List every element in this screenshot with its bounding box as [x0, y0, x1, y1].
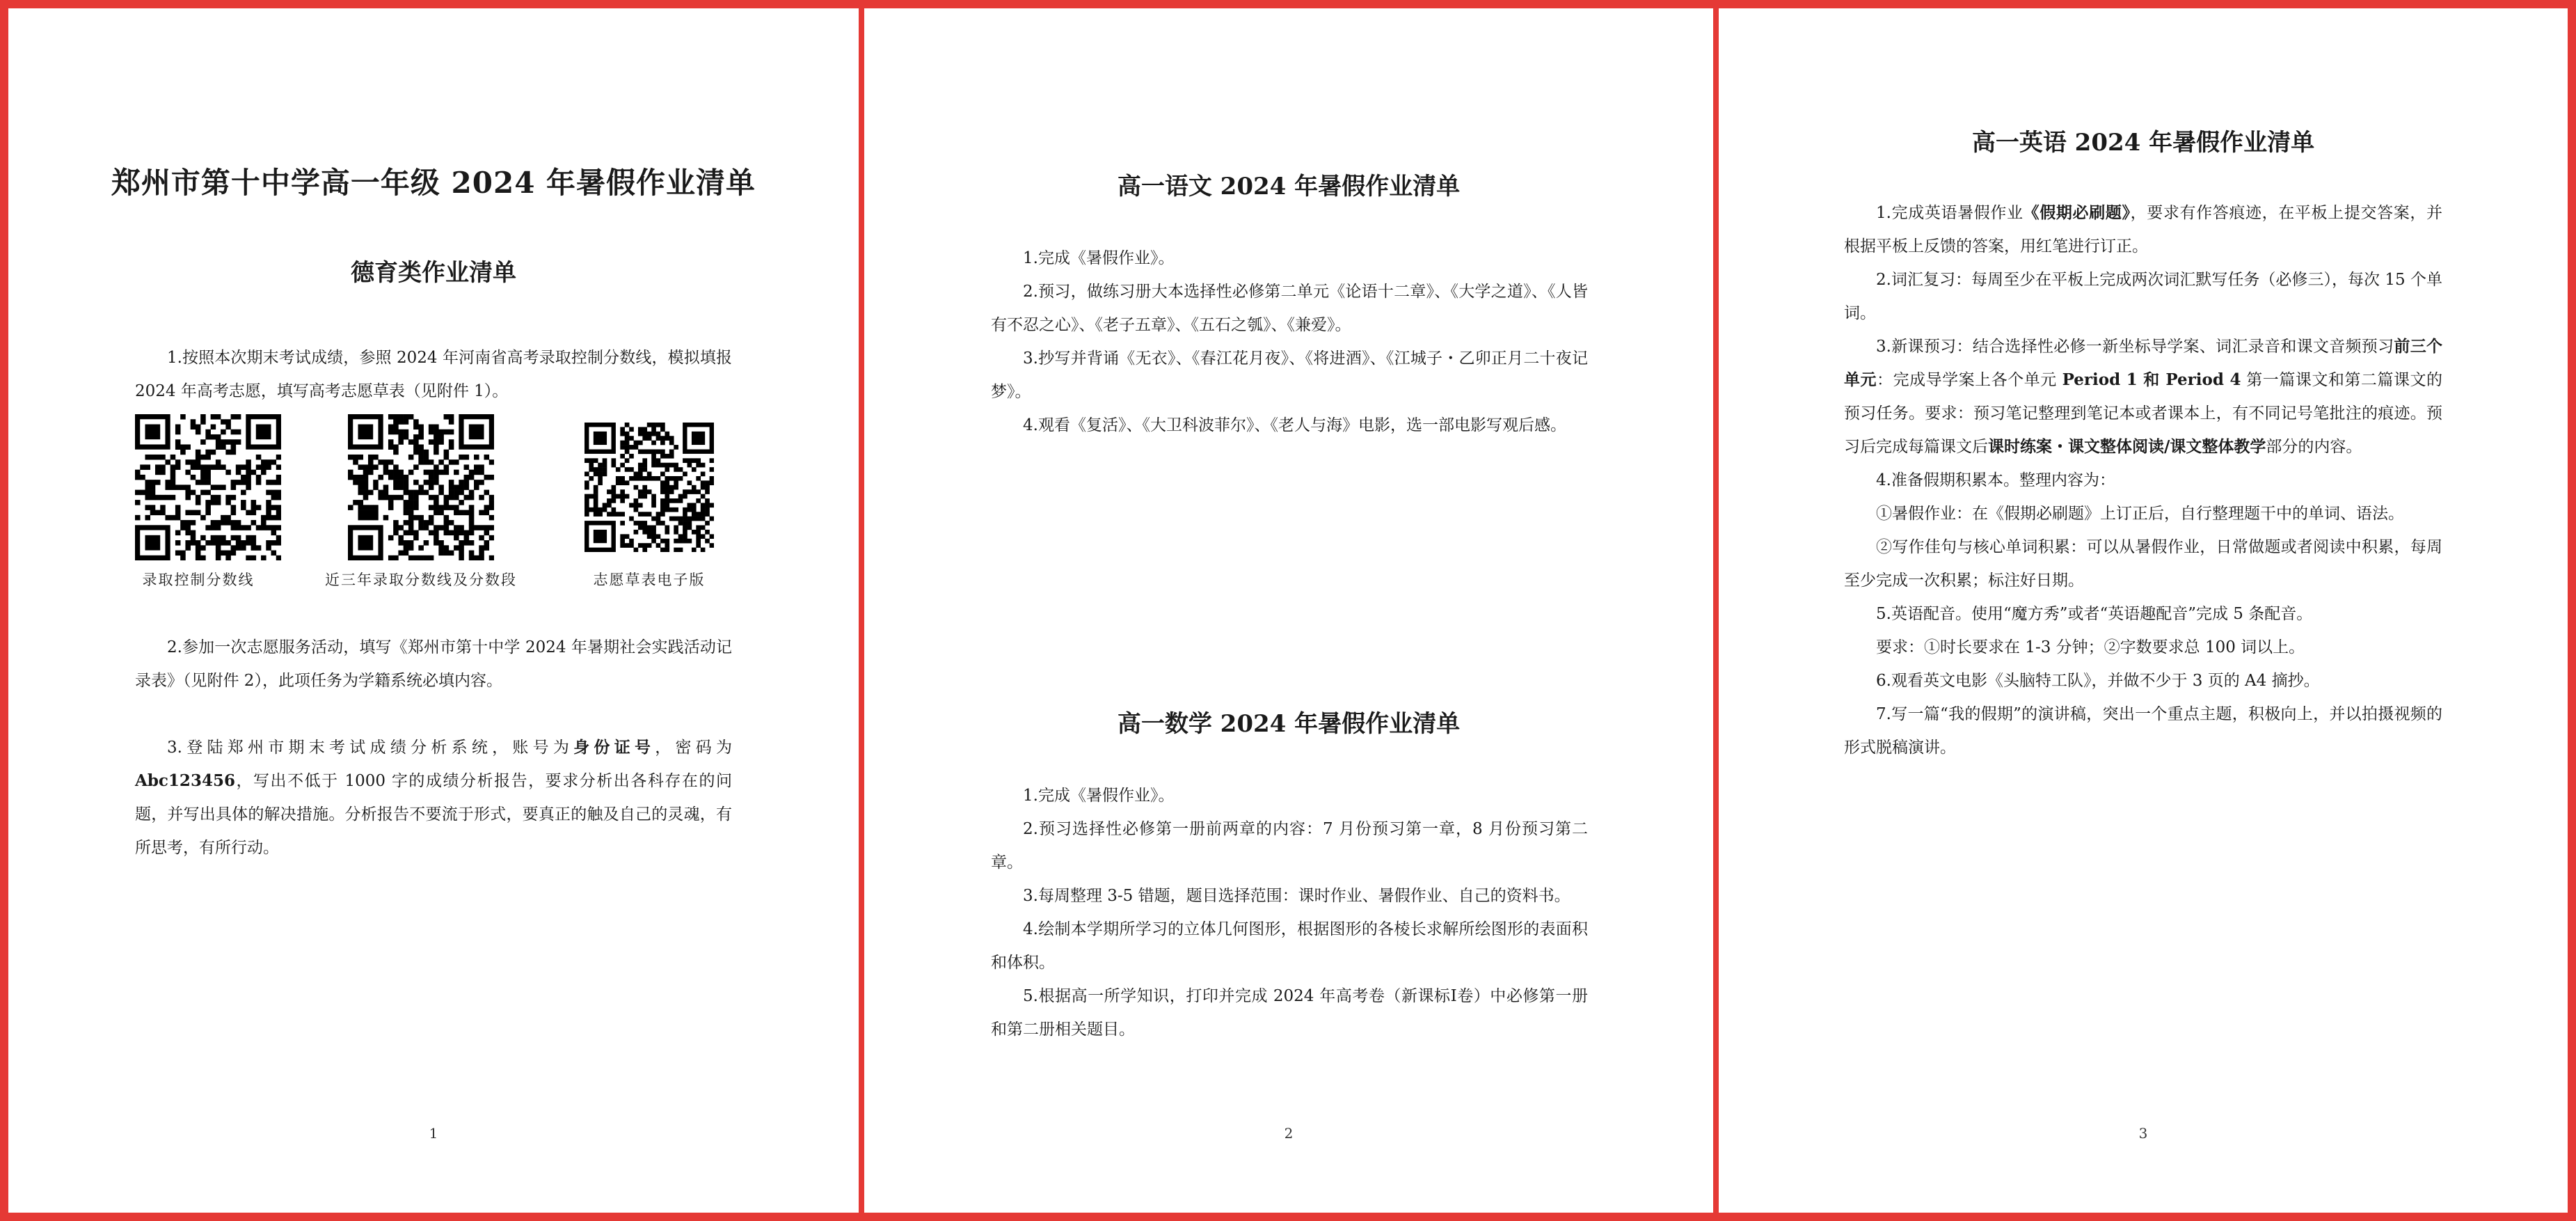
english-item-3-units: 前三个单元: [1844, 337, 2442, 389]
english-item-3-periods: Period 1 和 Period 4: [2062, 370, 2241, 389]
list-item: 1.完成《暑假作业》。: [1023, 787, 1175, 805]
moral-item-3-mid: ，密码为: [655, 739, 733, 757]
list-item: 2.词汇复习：每周至少在平板上完成两次词汇默写任务（必修三），每次 15 个单词。: [1844, 271, 2442, 322]
list-item: 4.绘制本学期所学习的立体几何图形，根据图形的各棱长求解所绘图形的表面积和体积。: [991, 920, 1588, 972]
list-item: 5.英语配音。使用“魔方秀”或者“英语趣配音”完成 5 条配音。: [1876, 605, 2313, 623]
moral-item-3-suffix: ，写出不低于 1000 字的成绩分析报告，要求分析出各科存在的问题，并写出具体的解决措施。分析报告不要流于形式，要真正的触及自己的灵魂，有所思考，有所行动。: [135, 772, 732, 857]
moral-item-2: 2.参加一次志愿服务活动，填写《郑州市第十中学 2024 年暑期社会实践活动记录表》（见附件 2），此项任务为学籍系统必填内容。: [135, 638, 732, 690]
list-item: 2.预习，做练习册大本选择性必修第二单元《论语十二章》、《大学之道》、《人皆有不忍之心》、《老子五章》、《五石之瓠》、《兼爱》。: [991, 283, 1588, 334]
math-homework-list: [991, 779, 1588, 1046]
moral-item-3-prefix: 3.登陆郑州市期末考试成绩分析系统，账号为: [167, 739, 574, 757]
page-number: 3: [2138, 1125, 2148, 1142]
qr-code-icon[interactable]: [348, 414, 494, 560]
list-item: [1844, 330, 2442, 464]
list-item: 要求：①时长要求在 1-3 分钟；②字数要求总 100 词以上。: [1876, 638, 2305, 656]
section-title-chinese: 高一语文 2024 年暑假作业清单: [1117, 173, 1461, 200]
english-item-3-mid2: 第一篇课文和第二篇课文的预习任务。要求：预习笔记整理到笔记本或者课本上，有不同记号笔批注的痕迹。预习后完成每篇课文后: [1844, 371, 2443, 456]
list-item: 3.抄写并背诵《无衣》、《春江花月夜》、《将进酒》、《江城子・乙卯正月二十夜记梦》。: [991, 349, 1588, 401]
qr-caption-three-year-scores: 近三年录取分数线及分数段: [325, 572, 517, 588]
english-item-1-book: 《假期必刷题》: [2023, 203, 2131, 222]
qr-code-group: [135, 414, 731, 595]
page-number: 2: [1284, 1125, 1294, 1142]
list-item: 3.每周整理 3-5 错题，题目选择范围：课时作业、暑假作业、自己的资料书。: [1023, 887, 1571, 905]
list-item: 7.写一篇“我的假期”的演讲稿，突出一个重点主题，积极向上，并以拍摄视频的形式脱稿演讲。: [1844, 705, 2442, 757]
page-1: [8, 8, 859, 1213]
list-item: 2.预习选择性必修第一册前两章的内容：7 月份预习第一章，8 月份预习第二章。: [991, 820, 1588, 872]
moral-item-3-account: 身份证号: [573, 738, 655, 757]
qr-caption-volunteer-form: 志愿草表电子版: [593, 572, 706, 588]
page-3: [1719, 8, 2568, 1213]
qr-caption-admission-line: 录取控制分数线: [142, 572, 255, 588]
moral-item-1: 1.按照本次期末考试成绩，参照 2024 年河南省高考录取控制分数线，模拟填报 2024 年高考志愿，填写高考志愿草表（见附件 1）。: [135, 349, 732, 400]
section-title-math: 高一数学 2024 年暑假作业清单: [1117, 710, 1461, 738]
english-homework-list: [1844, 196, 2442, 764]
moral-item-3-password: Abc123456: [135, 771, 235, 790]
section-title-moral-education: 德育类作业清单: [351, 259, 516, 287]
list-item: 5.根据高一所学知识，打印并完成 2024 年高考卷（新课标Ⅰ卷）中必修第一册和第二册相关题目。: [991, 987, 1588, 1039]
english-item-3-mid1: ：完成导学案上各个单元: [1877, 371, 2062, 389]
qr-code-icon[interactable]: [135, 414, 281, 560]
section-title-english: 高一英语 2024 年暑假作业清单: [1971, 129, 2315, 157]
page-title: 郑州市第十中学高一年级 2024 年暑假作业清单: [111, 166, 756, 200]
english-item-3-suffix: 部分的内容。: [2266, 438, 2362, 456]
moral-item-3: [135, 731, 732, 865]
english-item-1-prefix: 1.完成英语暑假作业: [1876, 204, 2024, 222]
english-item-3-section: 课时练案・课文整体阅读/课文整体教学: [1988, 437, 2266, 456]
list-item: 4.观看《复活》、《大卫科波菲尔》、《老人与海》电影，选一部电影写观后感。: [1023, 416, 1566, 434]
list-item: 1.完成《暑假作业》。: [1023, 249, 1175, 267]
list-item: 6.观看英文电影《头脑特工队》，并做不少于 3 页的 A4 摘抄。: [1876, 672, 2320, 690]
page-number: 1: [429, 1125, 438, 1142]
list-item: [1844, 196, 2442, 263]
list-item: ①暑假作业：在《假期必刷题》上订正后，自行整理题干中的单词、语法。: [1876, 505, 2404, 523]
english-item-1-suffix: ，要求有作答痕迹，在平板上提交答案，并根据平板上反馈的答案，用红笔进行订正。: [1844, 204, 2443, 255]
qr-code-icon[interactable]: [576, 414, 722, 560]
list-item: ②写作佳句与核心单词积累：可以从暑假作业，日常做题或者阅读中积累，每周至少完成一次积累；标注好日期。: [1844, 538, 2442, 590]
chinese-homework-list: [991, 242, 1588, 442]
list-item: 4.准备假期积累本。整理内容为：: [1876, 471, 2115, 489]
english-item-3-prefix: 3.新课预习：结合选择性必修一新坐标导学案、词汇录音和课文音频预习: [1876, 338, 2394, 356]
page-2: [864, 8, 1713, 1213]
